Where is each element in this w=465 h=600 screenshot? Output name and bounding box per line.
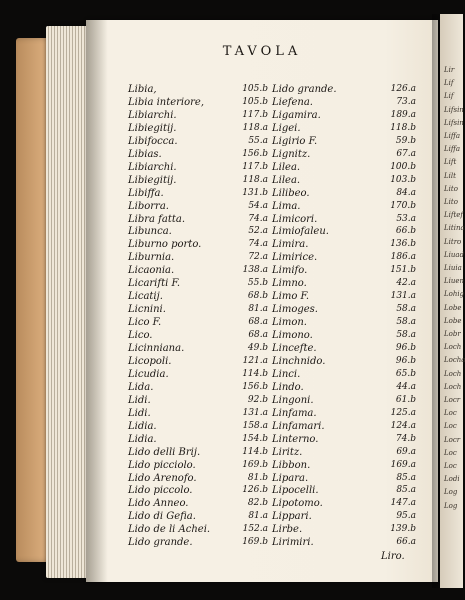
entry-reference: 158.a — [242, 420, 268, 431]
entry-name: Libra fatta. — [128, 213, 186, 225]
entry-reference: 92.b — [247, 394, 268, 405]
entry-name: Lido grande. — [272, 84, 337, 95]
index-entry — [128, 187, 272, 200]
entry-name: Lirbe. — [272, 524, 303, 536]
entry-reference: 72.a — [248, 252, 268, 263]
next-page-fragment: Lito — [444, 184, 458, 193]
index-entry — [272, 342, 420, 355]
entry-reference: 55.b — [247, 278, 268, 289]
index-entry — [272, 83, 420, 96]
entry-name: Limo F. — [272, 291, 310, 303]
index-entry — [272, 187, 420, 200]
entry-reference: 117.b — [242, 109, 268, 120]
index-entry — [272, 472, 420, 485]
entry-name: Limifo. — [272, 265, 308, 277]
entry-reference: 131.a — [390, 291, 416, 302]
entry-name: Linterno. — [272, 433, 319, 445]
next-page-fragment: Loch — [444, 343, 462, 352]
entry-reference: 138.a — [242, 265, 268, 276]
entry-name: Licinniana. — [128, 343, 185, 354]
next-page-fragment: Loc — [444, 448, 457, 457]
next-page-fragment: Loch — [444, 369, 462, 378]
index-entry — [272, 510, 420, 523]
entry-reference: 126.a — [390, 84, 416, 94]
entry-reference: 105.b — [242, 84, 268, 94]
index-entry — [272, 96, 420, 109]
entry-name: Liritz. — [272, 446, 303, 458]
entry-name: Lida. — [128, 381, 154, 393]
entry-name: Linci. — [272, 368, 301, 380]
entry-reference: 95.a — [396, 511, 416, 522]
entry-reference: 52.a — [248, 226, 268, 237]
entry-name: Lidia. — [128, 433, 157, 445]
index-entry — [272, 161, 420, 174]
next-page-fragment: Loc — [444, 409, 457, 418]
entry-reference: 42.a — [396, 278, 416, 289]
entry-name: Limiofaleu. — [272, 226, 329, 238]
entry-name: Limirice. — [272, 252, 318, 264]
index-page — [86, 20, 438, 582]
next-page-fragment: Loch — [444, 382, 462, 391]
next-page-fragment: Lifsin — [444, 105, 464, 114]
next-page-fragment: Loc — [444, 462, 457, 470]
index-entry — [128, 355, 272, 368]
index-entry — [272, 536, 420, 549]
entry-reference: 151.b — [390, 265, 416, 276]
next-page-fragment: Lodi — [444, 475, 460, 484]
entry-name: Liburno porto. — [128, 239, 202, 251]
entry-reference: 186.a — [390, 252, 416, 263]
entry-reference: 58.a — [396, 317, 416, 328]
next-page-fragment: Liuad — [444, 250, 465, 259]
entry-reference: 74.a — [248, 239, 268, 250]
entry-name: Lico F. — [128, 317, 162, 329]
next-page-fragment: Liffa — [444, 132, 461, 140]
entry-reference: 136.b — [390, 239, 416, 250]
index-entry — [128, 225, 272, 238]
entry-name: Lido Anneo. — [128, 498, 189, 510]
page-header: TAVOLA — [222, 44, 302, 59]
entry-reference: 74.b — [395, 433, 416, 444]
index-entry — [128, 420, 272, 433]
next-page-fragment: Lif — [444, 92, 454, 101]
entry-name: Licatij. — [128, 291, 163, 303]
next-page-fragment: Litro — [444, 237, 462, 246]
index-entry — [128, 523, 272, 536]
entry-reference: 156.b — [242, 381, 268, 392]
next-page-fragment: Lir — [444, 66, 455, 74]
entry-name: Lico. — [128, 330, 153, 341]
index-entry — [128, 161, 272, 174]
entry-reference: 58.a — [396, 304, 416, 315]
next-page-fragment: Liuia — [444, 264, 462, 272]
entry-name: Lido Arenofo. — [128, 472, 197, 484]
entry-name: Libia interiore, — [128, 97, 205, 108]
index-entry — [272, 433, 420, 446]
entry-reference: 126.b — [242, 485, 268, 496]
entry-reference: 169.b — [242, 537, 268, 548]
entry-name: Libiarchi. — [128, 109, 177, 121]
entry-reference: 66.a — [396, 537, 416, 548]
index-entry — [128, 407, 272, 420]
index-entry — [128, 251, 272, 264]
entry-reference: 59.b — [395, 135, 416, 146]
next-page-fragment: Lilt — [444, 171, 456, 180]
entry-reference: 156.b — [242, 148, 268, 159]
entry-reference: 55.a — [248, 135, 268, 146]
next-page-fragment: Liffa — [444, 145, 461, 154]
entry-name: Lilea. — [272, 161, 301, 173]
entry-reference: 68.b — [247, 291, 268, 302]
entry-reference: 81.a — [248, 511, 268, 522]
index-entry — [272, 238, 420, 251]
entry-reference: 125.a — [390, 407, 416, 418]
next-page-fragment: Loc — [444, 422, 457, 431]
index-entry — [128, 303, 272, 316]
entry-name: Lignitz. — [272, 148, 311, 160]
entry-reference: 100.b — [390, 161, 416, 172]
entry-reference: 154.b — [242, 433, 268, 444]
entry-name: Lido di Gefia. — [128, 511, 196, 523]
entry-name: Limicori. — [272, 213, 318, 225]
entry-name: Lincefte. — [272, 343, 317, 354]
index-entry — [128, 342, 272, 355]
entry-name: Liefena. — [272, 97, 313, 108]
entry-reference: 66.b — [395, 226, 416, 237]
entry-name: Lipara. — [272, 472, 309, 484]
index-entry — [272, 446, 420, 459]
entry-reference: 170.b — [390, 200, 416, 211]
entry-name: Libiffa. — [128, 187, 164, 199]
index-entry — [128, 433, 272, 446]
entry-reference: 85.a — [396, 472, 416, 483]
entry-reference: 96.b — [395, 355, 416, 366]
index-entry — [272, 407, 420, 420]
entry-name: Lido piccolo. — [128, 485, 193, 497]
index-entry — [272, 225, 420, 238]
index-entry — [128, 510, 272, 523]
entry-reference: 58.a — [396, 330, 416, 340]
index-entry — [272, 316, 420, 329]
entry-name: Libias. — [128, 148, 162, 160]
next-page-edge — [440, 14, 463, 588]
index-entry — [272, 394, 420, 407]
next-page-fragment: Lifsin — [444, 118, 464, 127]
entry-reference: 61.b — [395, 394, 416, 405]
entry-name: Lido picciolo. — [128, 459, 196, 471]
index-entry — [272, 355, 420, 368]
entry-name: Lidi. — [128, 394, 151, 406]
index-entry — [272, 213, 420, 226]
entry-reference: 105.b — [242, 97, 268, 107]
index-entry — [272, 484, 420, 497]
entry-name: Libiegitij. — [128, 174, 177, 186]
index-entry — [128, 264, 272, 277]
entry-reference: 54.a — [248, 200, 268, 211]
entry-name: Lidi. — [128, 407, 151, 419]
next-page-fragment: Locha — [444, 356, 465, 365]
index-entry — [128, 277, 272, 290]
entry-name: Libbon. — [272, 459, 311, 471]
entry-reference: 85.a — [396, 485, 416, 496]
entry-name: Lingoni. — [272, 394, 314, 406]
index-entry — [272, 174, 420, 187]
entry-reference: 67.a — [396, 148, 416, 159]
entry-reference: 118.b — [390, 122, 416, 133]
index-entry — [128, 459, 272, 472]
index-entry — [128, 290, 272, 303]
entry-name: Limono. — [272, 330, 313, 341]
entry-reference: 69.a — [396, 446, 416, 457]
next-page-fragment: Locr — [444, 396, 461, 404]
next-page-fragment: Liuen — [444, 277, 465, 286]
index-entry — [128, 472, 272, 485]
entry-reference: 114.b — [242, 446, 268, 457]
entry-name: Licopoli. — [128, 355, 172, 367]
index-entry — [128, 200, 272, 213]
index-entry — [272, 251, 420, 264]
entry-name: Lima. — [272, 200, 301, 212]
entry-name: Liborra. — [128, 200, 169, 212]
next-page-fragment: Litina — [444, 224, 465, 233]
index-entry — [128, 329, 272, 342]
index-entry — [272, 135, 420, 148]
entry-reference: 189.a — [390, 109, 416, 120]
index-entry — [272, 523, 420, 536]
entry-name: Libifocca. — [128, 135, 178, 147]
index-entry — [128, 96, 272, 109]
index-entry — [128, 174, 272, 187]
next-page-fragment: Lito — [444, 198, 458, 206]
entry-reference: 44.a — [396, 381, 416, 392]
entry-name: Libia, — [128, 84, 157, 95]
next-page-fragment: Lobr — [444, 330, 461, 338]
index-entry — [128, 368, 272, 381]
entry-name: Libiegitij. — [128, 122, 177, 134]
entry-name: Lilibeo. — [272, 187, 310, 199]
index-entry — [128, 148, 272, 161]
entry-name: Lilea. — [272, 174, 301, 186]
next-page-fragment: Log — [444, 501, 458, 510]
entry-reference: 131.a — [242, 407, 268, 418]
index-entry — [272, 264, 420, 277]
entry-name: Lido delli Brij. — [128, 446, 201, 458]
entry-reference: 81.b — [247, 472, 268, 483]
index-entry — [128, 394, 272, 407]
entry-name: Lirimiri. — [272, 537, 314, 549]
index-entry — [128, 83, 272, 96]
index-entry — [272, 148, 420, 161]
entry-reference: 124.a — [390, 420, 416, 431]
index-entry — [128, 213, 272, 226]
entry-name: Linfama. — [272, 407, 317, 419]
entry-name: Ligamira. — [272, 109, 321, 121]
index-entry — [128, 536, 272, 549]
entry-name: Lindo. — [272, 381, 304, 393]
index-entry — [272, 200, 420, 213]
entry-reference: 68.a — [248, 317, 268, 328]
entry-name: Licaonia. — [128, 265, 175, 277]
entry-name: Ligei. — [272, 122, 301, 134]
next-page-fragment: Lobe — [444, 303, 462, 312]
index-entry — [272, 368, 420, 381]
entry-name: Licudia. — [128, 368, 169, 380]
entry-reference: 73.a — [396, 97, 416, 107]
index-entry — [272, 381, 420, 394]
next-page-fragment: Lif — [444, 79, 454, 88]
index-entry — [272, 109, 420, 122]
index-entry — [272, 122, 420, 135]
index-entry — [272, 290, 420, 303]
index-entry — [128, 497, 272, 510]
index-entry — [128, 446, 272, 459]
entry-reference: 169.b — [242, 459, 268, 470]
index-entry — [128, 316, 272, 329]
entry-name: Linfamari. — [272, 420, 325, 432]
entry-name: Lipocelli. — [272, 485, 319, 497]
index-entry — [272, 497, 420, 510]
index-entry — [272, 329, 420, 342]
entry-name: Limira. — [272, 239, 309, 251]
entry-reference: 118.a — [242, 122, 268, 133]
entry-name: Liburnia. — [128, 252, 175, 264]
entry-name: Limno. — [272, 278, 307, 290]
index-entry — [272, 420, 420, 433]
entry-reference: 131.b — [242, 187, 268, 198]
index-entry — [128, 122, 272, 135]
entry-name: Linchnido. — [272, 355, 326, 367]
entry-reference: 121.a — [242, 355, 268, 366]
next-page-fragment: Log — [444, 488, 458, 497]
index-entry — [272, 459, 420, 472]
index-entry — [272, 277, 420, 290]
next-page-fragment: Locr — [444, 435, 461, 444]
entry-reference: 103.b — [390, 174, 416, 185]
entry-reference: 65.b — [395, 368, 416, 379]
index-entry — [128, 135, 272, 148]
index-entry — [272, 303, 420, 316]
entry-reference: 53.a — [396, 213, 416, 224]
entry-reference: 81.a — [248, 304, 268, 315]
entry-name: Libiarchi. — [128, 161, 177, 173]
entry-name: Lido de li Achei. — [128, 524, 211, 536]
entry-reference: 118.a — [242, 174, 268, 185]
entry-reference: 139.b — [390, 524, 416, 535]
entry-reference: 169.a — [390, 459, 416, 470]
next-page-fragment: Liftef — [444, 211, 464, 220]
entry-reference: 117.b — [242, 161, 268, 172]
entry-name: Ligirio F. — [272, 135, 318, 147]
entry-name: Lipotomo. — [272, 498, 323, 510]
entry-name: Licarifti F. — [128, 278, 181, 290]
entry-reference: 114.b — [242, 368, 268, 379]
entry-name: Limon. — [272, 317, 307, 329]
entry-name: Libunca. — [128, 226, 172, 238]
entry-name: Licnini. — [128, 304, 166, 316]
next-page-fragment: Lohig — [444, 290, 465, 299]
entry-name: Lidia. — [128, 420, 157, 432]
entry-reference: 68.a — [248, 330, 268, 340]
catchword: Liro. — [381, 551, 405, 563]
index-entry — [128, 109, 272, 122]
next-page-fragment: Lift — [444, 158, 457, 167]
entry-name: Lippari. — [272, 511, 312, 523]
index-entry — [128, 381, 272, 394]
index-entry — [128, 484, 272, 497]
entry-name: Limoges. — [272, 304, 318, 316]
entry-reference: 152.a — [242, 524, 268, 535]
index-entry — [128, 238, 272, 251]
next-page-fragment: Lobe — [444, 316, 462, 325]
entry-reference: 147.a — [390, 498, 416, 509]
entry-reference: 96.b — [395, 343, 416, 353]
entry-reference: 84.a — [396, 187, 416, 198]
entry-reference: 74.a — [248, 213, 268, 224]
page-gutter-shadow — [86, 20, 108, 582]
entry-reference: 49.b — [247, 343, 268, 353]
entry-name: Lido grande. — [128, 537, 193, 549]
entry-reference: 82.b — [247, 498, 268, 509]
